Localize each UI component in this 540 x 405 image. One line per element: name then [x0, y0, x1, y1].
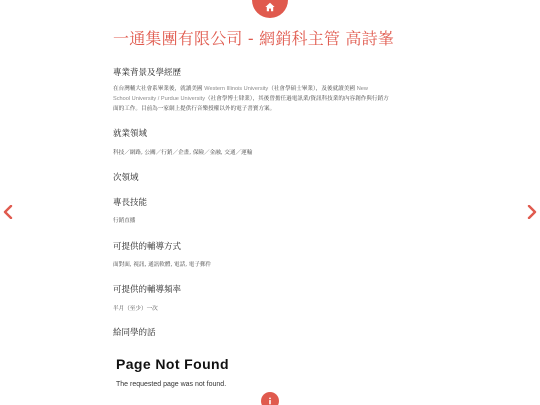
- background-text-part: （社會學博士肄業），其後曾擔任過電訊業/資訊科技業的內容創作與行銷方: [205, 96, 389, 102]
- not-found-title: Page Not Found: [116, 356, 229, 372]
- background-line-3: 面的工作。目前為一家網上提供行音樂授權以外的電子書寶方案。: [113, 106, 276, 112]
- info-button[interactable]: [261, 392, 279, 405]
- methods-text: 面對面, 視訊, 通訊軟體, 電話, 電子郵件: [113, 262, 212, 268]
- next-page-button[interactable]: [527, 205, 537, 219]
- employment-heading: 就業領域: [113, 129, 148, 139]
- university-name: New: [356, 86, 368, 92]
- frequency-heading: 可提供的輔導頻率: [113, 285, 182, 295]
- skills-heading: 專長技能: [113, 198, 148, 208]
- background-line-1: [113, 84, 433, 94]
- background-text: [113, 84, 433, 114]
- background-line-2: [113, 94, 433, 104]
- secondary-heading: 次領域: [113, 173, 139, 183]
- university-name: Western Illinois University: [204, 86, 269, 92]
- background-text-part: （社會學碩士畢業），及後就讀美國: [268, 86, 357, 92]
- previous-page-button[interactable]: [3, 205, 13, 219]
- frequency-text: 半月（至少）一次: [113, 306, 158, 312]
- employment-text: 科技／網路, 公關／行銷／企畫, 保險／金融, 交通／運輸: [113, 150, 253, 156]
- chevron-left-icon: [3, 205, 13, 219]
- not-found-message: The requested page was not found.: [116, 381, 227, 388]
- university-name: School University / Purdue University: [113, 96, 206, 102]
- skills-text: 行銷直播: [113, 218, 136, 224]
- background-text-part: 在台灣輔大社會系畢業後，就讀美國: [113, 86, 205, 92]
- message-heading: 給同學的話: [113, 328, 156, 338]
- chevron-right-icon: [527, 205, 537, 219]
- home-icon: [265, 2, 275, 12]
- methods-heading: 可提供的輔導方式: [113, 242, 182, 252]
- home-button[interactable]: [252, 0, 288, 18]
- page-title: 一通集團有限公司 - 網銷科主管 高詩峯: [113, 29, 395, 48]
- background-section: [113, 66, 433, 78]
- info-icon: [266, 397, 274, 405]
- background-heading: 專業背景及學經歷: [113, 68, 182, 78]
